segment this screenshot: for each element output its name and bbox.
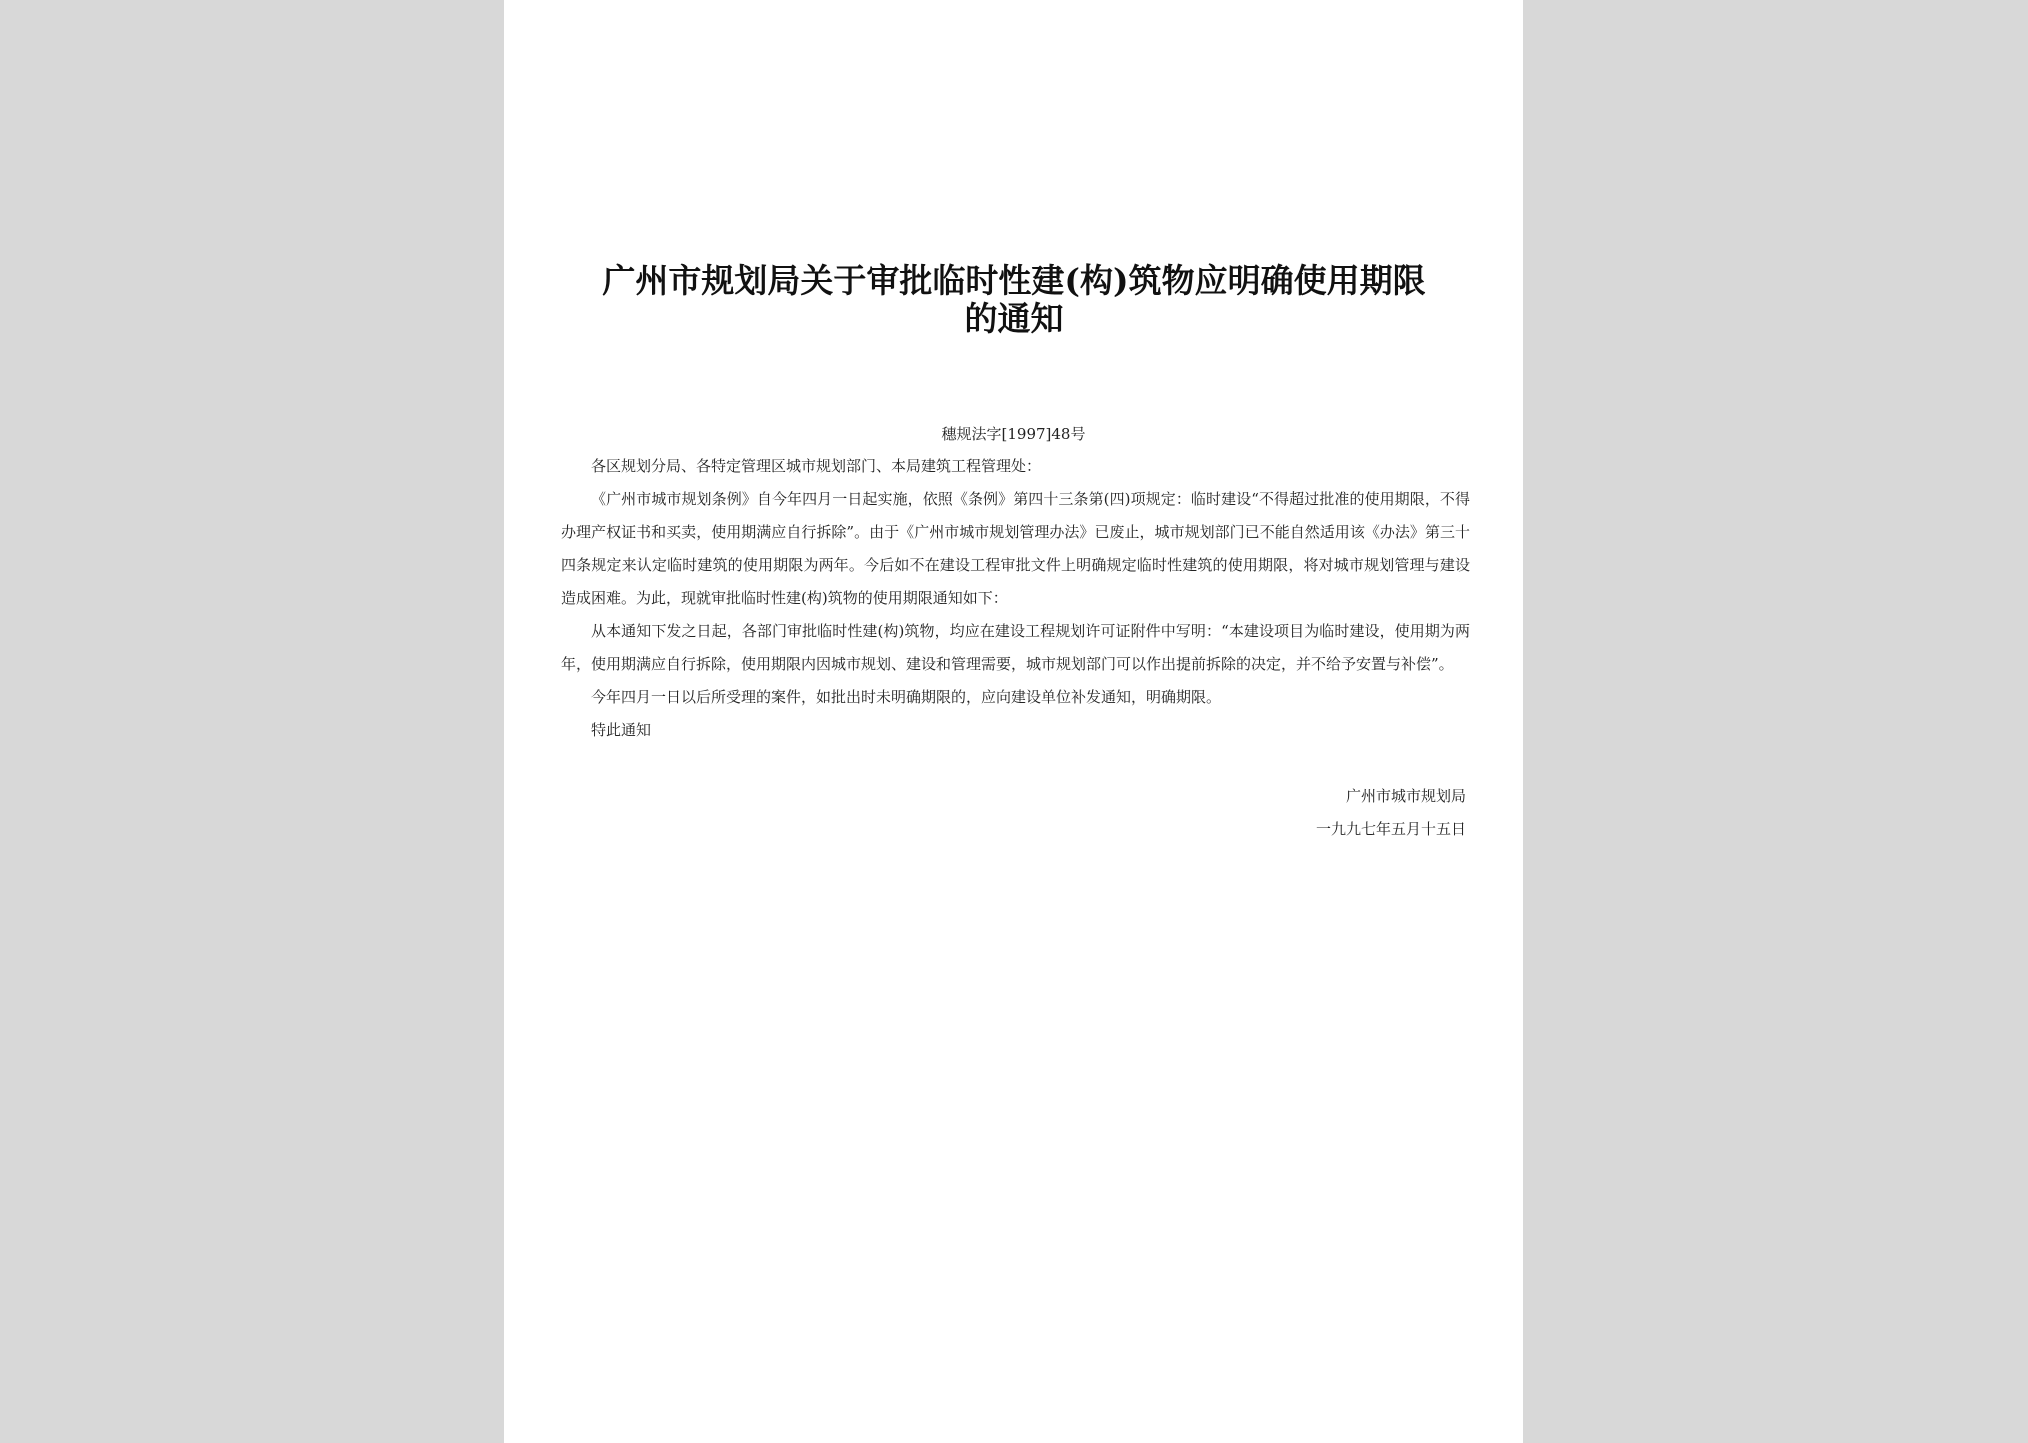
closing-line: 特此通知: [591, 721, 652, 739]
issuer: 广州市城市规划局: [1345, 787, 1466, 805]
document-page: [504, 0, 1523, 1443]
paragraph: 从本通知下发之日起，各部门审批临时性建(构)筑物，均应在建设工程规划许可证附件中写明：“本建设项目为临时建设，使用期为两年，使用期满应自行拆除，使用期限内因城市规划、建设和管理需要，城市规划部门可以作出提前拆除的决定，并不给予安置与补偿”。: [561, 622, 1470, 673]
paragraph: 今年四月一日以后所受理的案件，如批出时未明确期限的，应向建设单位补发通知，明确期限。: [591, 688, 1222, 706]
document-body: [561, 450, 1470, 747]
addressee: 各区规划分局、各特定管理区城市规划部门、本局建筑工程管理处：: [591, 457, 1042, 475]
document-title: 广州市规划局关于审批临时性建(构)筑物应明确使用期限的通知: [602, 261, 1426, 338]
issue-date: 一九九七年五月十五日: [1315, 820, 1466, 838]
document-number: 穗规法字[1997]48号: [941, 425, 1086, 443]
signoff-block: [1316, 780, 1466, 846]
paragraph: 《广州市城市规划条例》自今年四月一日起实施，依照《条例》第四十三条第(四)项规定：临时建设“不得超过批准的使用期限，不得办理产权证书和买卖，使用期满应自行拆除”。由于《广州市城市规划管理办法》已废止，城市规划部门已不能自然适用该《办法》第三十四条规定来认定临时建筑的使用期限为两年。今后如不在建设工程审批文件上明确规定临时性建筑的使用期限，将对城市规划管理与建设造成困难。为此，现就审批临时性建(构)筑物的使用期限通知如下：: [561, 490, 1470, 607]
